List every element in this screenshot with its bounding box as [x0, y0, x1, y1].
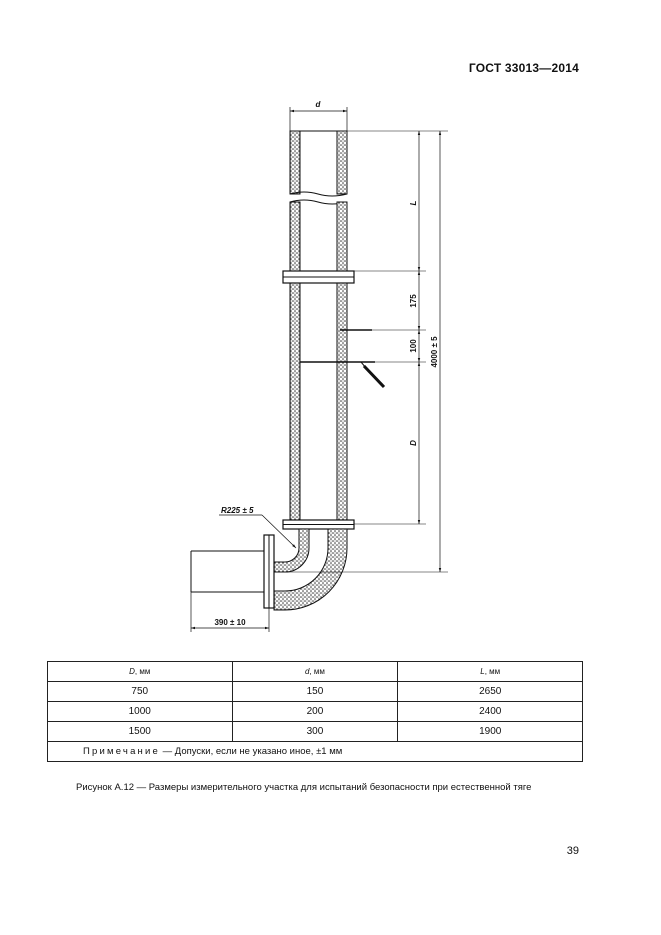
table-note-row — [48, 742, 583, 762]
table-cell: 2400 — [398, 702, 583, 722]
table-row — [48, 682, 583, 702]
horizontal-inlet-pipe — [191, 535, 274, 608]
dim-175-label: 175 — [409, 294, 418, 308]
dim-100-label: 100 — [409, 339, 418, 353]
table-cell: 1500 — [48, 722, 233, 742]
dimensions-table — [47, 661, 583, 762]
page-number: 39 — [566, 845, 579, 857]
table-cell: 200 — [232, 702, 398, 722]
table-cell: 1000 — [48, 702, 233, 722]
dimension-lines — [191, 107, 448, 632]
dim-D-label: D — [409, 440, 418, 446]
elbow-bend — [274, 529, 347, 610]
table-note — [48, 742, 583, 762]
dim-L-label: L — [409, 200, 418, 206]
note-heading: Примечание — [83, 746, 160, 757]
vertical-pipe — [290, 131, 347, 520]
standard-header: ГОСТ 33013—2014 — [468, 61, 579, 75]
table-cell: 750 — [48, 682, 233, 702]
col-header-d: d, мм — [232, 662, 398, 682]
col-header-L: L, мм — [398, 662, 583, 682]
table-row — [48, 722, 583, 742]
figure-caption: Рисунок А.12 — Размеры измерительного участка для испытаний безопасности при естественной тяге — [76, 782, 532, 793]
table-cell: 300 — [232, 722, 398, 742]
dim-d-label: d — [315, 100, 321, 109]
table-row — [48, 702, 583, 722]
table-cell: 1900 — [398, 722, 583, 742]
table-cell: 2650 — [398, 682, 583, 702]
table-header-row — [48, 662, 583, 682]
table-cell: 150 — [232, 682, 398, 702]
col-header-D: D, мм — [48, 662, 233, 682]
dim-390-label: 390 ± 10 — [214, 618, 246, 627]
note-text: — Допуски, если не указано иное, ±1 мм — [160, 746, 343, 757]
dim-4000-label: 4000 ± 5 — [430, 336, 439, 368]
radius-label: R225 ± 5 — [221, 506, 254, 515]
